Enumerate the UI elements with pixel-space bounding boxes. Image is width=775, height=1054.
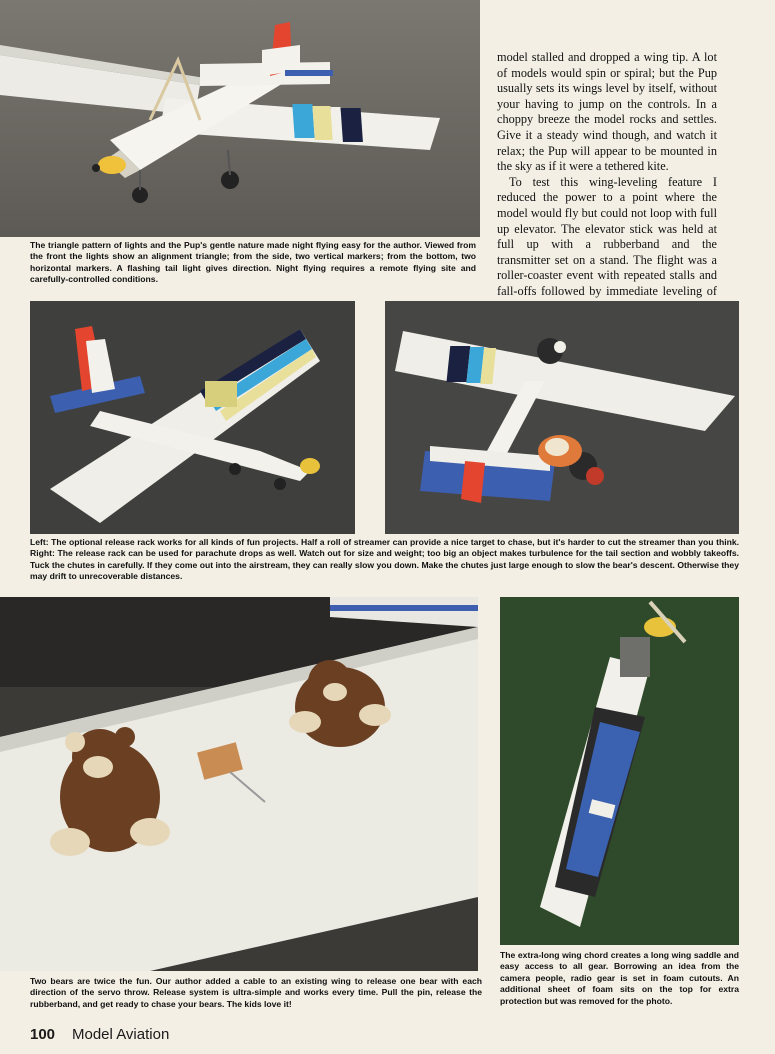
caption-middle: Left: The optional release rack works for all kinds of fun projects. Half a roll of streamer can provide a nice target to chase, but it's harder to cut the streamer than you think. Right: The release rack can be used for parachute drops as well. Watch out for size and weight; too big an object makes turbulence for the tail section and wobbly takeoffs. Tuck the chutes in carefully. If they come out into the airstream, they can really slow you down. Make the chutes just large enough to slow the bear's descent. Otherwise they may drift to unrecoverable distances. [30,537,739,582]
caption-bottom-right: The extra-long wing chord creates a long wing saddle and easy access to all gear. Borrowing an idea from the camera people, radio gear is set in foam cutouts. An additional sheet of foam sits on the top for extra protection but was removed for the photo. [500,950,739,1006]
page-number: 100 [30,1026,56,1043]
caption-bottom-left: Two bears are twice the fun. Our author added a cable to an existing wing to release one bear with each direction of the servo throw. Release system is ultra-simple and works every time. Pull the pin, release the rubberband, and get ready to chase your bears. The kids love it! [30,976,482,1009]
caption-top: The triangle pattern of lights and the Pup's gentle nature made night flying easy for the author. Viewed from the front the lights show an alignment triangle; from the side, two vertical markers; from the bottom, two horizontal markers. A flashing tail light gives direction. Night flying requires a remote flying site and carefully-controlled conditions. [30,240,476,285]
publication-name: Model Aviation [72,1026,170,1043]
photo-night-flying-pup [0,0,480,237]
article-paragraph: To test this wing-leveling feature I reduced the power to a point where the model would fly but could not loop with full up elevator. The elevator stick was held at full up with a rubberband and the transmitter set on a stand. The flight was a roller-coaster event with repeated stalls and fall-offs followed by immediate leveling of [497,174,717,298]
photo-wing-saddle-radio-gear [500,597,739,945]
photo-two-bears-wing [0,597,478,971]
photo-release-rack-streamer [30,301,355,534]
photo-parachute-bears [385,301,739,534]
article-paragraph: model stalled and dropped a wing tip. A lot of models would spin or spiral; but the Pup usually sets its wings level by itself, without your having to jump on the controls. In a choppy breeze the model rocks and settles. Give it a steady wind though, and watch it relax; the Pup will appear to be mounted in the sky as if it were a tethered kite. [497,50,717,174]
